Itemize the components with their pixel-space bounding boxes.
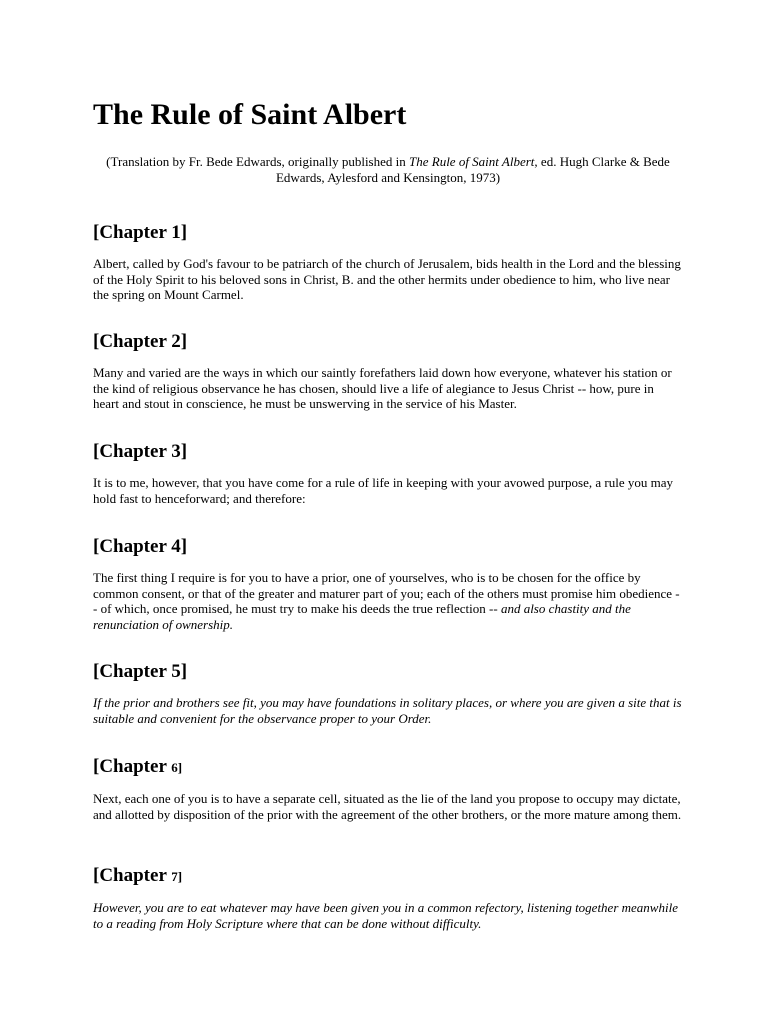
chapter-text: Albert, called by God's favour to be patriarch of the church of Jerusalem, bids health in the Lord and the blessing of the Holy Spirit to his beloved sons in Christ, B. and the other hermits under obedience to him, who live near the spring on Mount Carmel.	[93, 256, 681, 302]
chapter-5	[93, 661, 683, 726]
subtitle-text-start: (Translation by Fr. Bede Edwards, originally published in	[106, 154, 409, 169]
chapter-text: However, you are to eat whatever may have been given you in a common refectory, listening together meanwhile to a reading from Holy Scripture where that can be done without difficulty.	[93, 900, 678, 931]
subtitle-text-end: , ed. Hugh Clarke & Bede Edwards, Aylesford and Kensington, 1973)	[275, 154, 670, 185]
chapter-2	[93, 331, 683, 412]
chapter-text: It is to me, however, that you have come for a rule of life in keeping with your avowed purpose, a rule you may hold fast to henceforward; and therefore:	[93, 475, 673, 506]
chapter-text-plain: The first thing I require is for you to have a prior, one of yourselves, who is to be chosen for the office by common consent, or that of the greater and maturer part of you; each of the others must promise him obedience -- of which, once promised, he must try to make his deeds the true reflection --	[93, 570, 680, 616]
chapter-heading	[93, 756, 683, 779]
chapter-heading: [Chapter 3]	[93, 441, 188, 462]
chapter-heading: [Chapter 2]	[93, 331, 188, 352]
chapter-4	[93, 536, 683, 632]
chapter-text: Many and varied are the ways in which our saintly forefathers laid down how everyone, whatever his station or the kind of religious observance he has chosen, should live a life of alegiance to Jesus Christ -- how, pure in heart and stout in conscience, he must be unswerving in the service of his Master.	[93, 365, 672, 411]
document-subtitle	[93, 154, 683, 186]
chapter-text: Next, each one of you is to have a separate cell, situated as the lie of the land you propose to occupy may dictate, and allotted by disposition of the prior with the agreement of the other brothers, or the more mature among them.	[93, 791, 682, 822]
chapter-heading-number: 6]	[171, 760, 183, 775]
chapter-heading-word: [Chapter	[93, 756, 172, 777]
subtitle-book-title: The Rule of Saint Albert	[409, 154, 535, 169]
chapter-7	[93, 865, 683, 931]
chapter-heading-word: [Chapter	[93, 865, 172, 886]
chapter-heading: [Chapter 5]	[93, 661, 188, 682]
chapter-text: If the prior and brothers see fit, you may have foundations in solitary places, or where you are given a site that is suitable and convenient for the observance proper to your Order.	[93, 695, 682, 726]
document-title: The Rule of Saint Albert	[93, 98, 407, 131]
chapter-heading: [Chapter 4]	[93, 536, 188, 557]
chapter-heading: [Chapter 1]	[93, 222, 188, 243]
chapter-heading-number: 7]	[171, 869, 183, 884]
chapter-text	[93, 570, 683, 632]
chapter-1	[93, 222, 683, 303]
chapter-6	[93, 756, 683, 822]
chapter-text-italic: and also chastity and the renunciation of ownership.	[93, 601, 631, 632]
chapter-heading	[93, 865, 683, 888]
chapter-3	[93, 441, 683, 506]
